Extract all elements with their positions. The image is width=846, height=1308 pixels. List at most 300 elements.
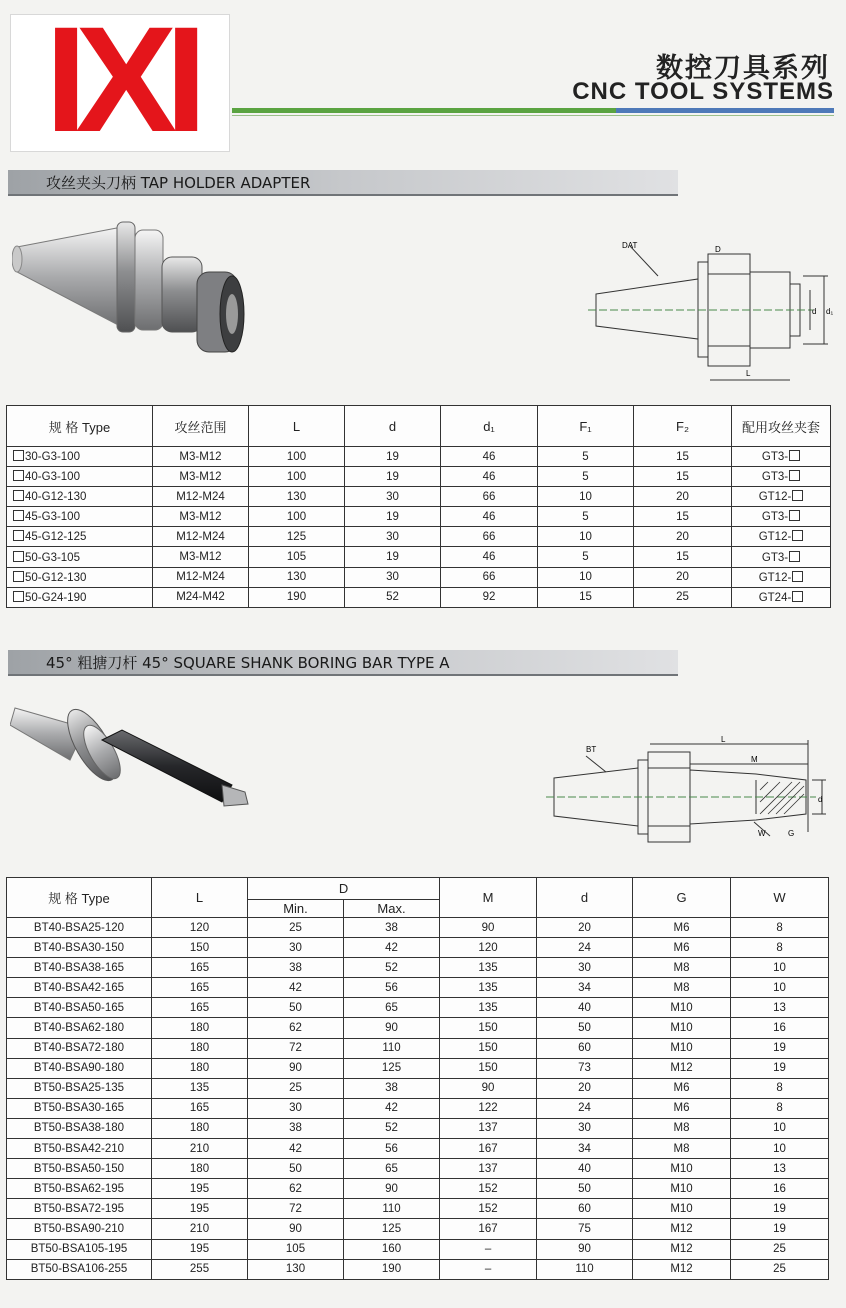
- value-cell: 167: [440, 1219, 537, 1239]
- value-cell: 137: [440, 1118, 537, 1138]
- value-cell: 10: [731, 1139, 829, 1159]
- cell-text: 66: [482, 490, 496, 503]
- type-cell: BT40-BSA30-150: [7, 938, 152, 958]
- label-G: G: [788, 829, 795, 838]
- value-cell: [441, 567, 538, 587]
- value-cell: 165: [152, 1098, 248, 1118]
- cell-text: 92: [482, 591, 496, 604]
- section-header-boring-bar: [8, 650, 678, 676]
- size-checkbox-icon: [792, 490, 803, 501]
- cell-text: GT24-: [758, 591, 792, 604]
- value-cell: [153, 467, 249, 487]
- brand-logo: [10, 0, 230, 163]
- value-cell: 25: [248, 918, 344, 938]
- value-cell: [441, 447, 538, 467]
- table-row: [7, 487, 831, 507]
- value-cell: 50: [537, 1179, 633, 1199]
- table-row: [7, 547, 831, 567]
- value-cell: 90: [440, 918, 537, 938]
- type-cell: [7, 547, 153, 567]
- value-cell: 180: [152, 1038, 248, 1058]
- value-cell: [634, 487, 732, 507]
- value-cell: [345, 567, 441, 587]
- value-cell: 25: [731, 1259, 829, 1279]
- value-cell: [634, 507, 732, 527]
- value-cell: [153, 587, 249, 607]
- cell-text: 15: [676, 470, 689, 483]
- type-cell: [7, 447, 153, 467]
- col-type: 规 格 Type: [7, 878, 152, 918]
- value-cell: [345, 487, 441, 507]
- table-row: [7, 1239, 829, 1259]
- value-cell: 40: [537, 998, 633, 1018]
- taper-checkbox-icon: [13, 530, 24, 541]
- table-row: [7, 447, 831, 467]
- cell-text: 10: [579, 571, 592, 584]
- value-cell: [538, 487, 634, 507]
- value-cell: 16: [731, 1179, 829, 1199]
- label-L: L: [721, 735, 726, 744]
- value-cell: [634, 467, 732, 487]
- value-cell: M10: [633, 1159, 731, 1179]
- value-cell: 62: [248, 1179, 344, 1199]
- taper-checkbox-icon: [13, 591, 24, 602]
- value-cell: M6: [633, 1098, 731, 1118]
- cell-text: M12-M24: [176, 530, 225, 543]
- value-cell: 135: [152, 1078, 248, 1098]
- taper-checkbox-icon: [13, 490, 24, 501]
- cell-text: M3-M12: [179, 551, 222, 564]
- value-cell: 72: [248, 1038, 344, 1058]
- cell-text: 45-G3-100: [25, 511, 80, 524]
- type-cell: [7, 507, 153, 527]
- value-cell: 122: [440, 1098, 537, 1118]
- value-cell: 120: [152, 918, 248, 938]
- value-cell: 34: [537, 978, 633, 998]
- value-cell: 90: [344, 1179, 440, 1199]
- value-cell: [345, 587, 441, 607]
- value-cell: [249, 547, 345, 567]
- value-cell: 195: [152, 1239, 248, 1259]
- cell-text: GT3-: [761, 471, 789, 484]
- section-title: 攻丝夹头刀柄 TAP HOLDER ADAPTER: [46, 174, 311, 192]
- value-cell: M6: [633, 1078, 731, 1098]
- value-cell: M6: [633, 918, 731, 938]
- value-cell: [441, 587, 538, 607]
- col-M: M: [440, 878, 537, 918]
- value-cell: M12: [633, 1058, 731, 1078]
- value-cell: [249, 587, 345, 607]
- table-row: [7, 918, 829, 938]
- value-cell: [732, 547, 831, 567]
- value-cell: 105: [248, 1239, 344, 1259]
- value-cell: 56: [344, 1139, 440, 1159]
- value-cell: 180: [152, 1018, 248, 1038]
- table-row: [7, 507, 831, 527]
- value-cell: 165: [152, 978, 248, 998]
- value-cell: [153, 527, 249, 547]
- value-cell: M8: [633, 958, 731, 978]
- label-M: M: [751, 755, 758, 764]
- value-cell: 110: [537, 1259, 633, 1279]
- value-cell: [441, 487, 538, 507]
- value-cell: 10: [731, 958, 829, 978]
- value-cell: 180: [152, 1118, 248, 1138]
- col-F1: F₁: [538, 406, 634, 447]
- taper-checkbox-icon: [13, 551, 24, 562]
- tap-holder-photo: [12, 212, 252, 372]
- cell-text: 20: [676, 530, 689, 543]
- value-cell: 38: [344, 1078, 440, 1098]
- value-cell: [249, 527, 345, 547]
- value-cell: 20: [537, 918, 633, 938]
- value-cell: M12: [633, 1239, 731, 1259]
- type-cell: [7, 467, 153, 487]
- type-cell: BT50-BSA38-180: [7, 1118, 152, 1138]
- table-row: [7, 938, 829, 958]
- value-cell: 195: [152, 1179, 248, 1199]
- cell-text: 50-G3-105: [25, 551, 80, 564]
- col-d: d: [537, 878, 633, 918]
- type-cell: BT40-BSA25-120: [7, 918, 152, 938]
- value-cell: 255: [152, 1259, 248, 1279]
- value-cell: [441, 507, 538, 527]
- value-cell: [345, 527, 441, 547]
- value-cell: 52: [344, 958, 440, 978]
- value-cell: 137: [440, 1159, 537, 1179]
- cell-text: 19: [386, 470, 399, 483]
- value-cell: 8: [731, 918, 829, 938]
- type-cell: BT40-BSA42-165: [7, 978, 152, 998]
- cell-text: M12-M24: [176, 571, 225, 584]
- cell-text: 100: [286, 450, 307, 463]
- value-cell: [249, 507, 345, 527]
- type-cell: BT50-BSA105-195: [7, 1239, 152, 1259]
- label-d: d: [812, 307, 817, 316]
- value-cell: 8: [731, 1078, 829, 1098]
- value-cell: M8: [633, 978, 731, 998]
- table-row: [7, 587, 831, 607]
- cell-text: M12-M24: [176, 490, 225, 503]
- value-cell: 42: [248, 1139, 344, 1159]
- value-cell: 19: [731, 1219, 829, 1239]
- col-type: 规 格 Type: [7, 406, 153, 447]
- cell-text: 100: [286, 510, 307, 523]
- size-checkbox-icon: [789, 470, 800, 481]
- value-cell: 24: [537, 938, 633, 958]
- table-row: [7, 467, 831, 487]
- type-cell: BT50-BSA90-210: [7, 1219, 152, 1239]
- size-checkbox-icon: [789, 450, 800, 461]
- value-cell: [732, 487, 831, 507]
- value-cell: –: [440, 1239, 537, 1259]
- cell-text: 19: [386, 510, 399, 523]
- value-cell: 165: [152, 958, 248, 978]
- header-rule-thin: [232, 115, 834, 116]
- value-cell: [732, 467, 831, 487]
- value-cell: 10: [731, 978, 829, 998]
- cell-text: GT3-: [761, 451, 789, 464]
- cell-text: 130: [286, 490, 307, 503]
- value-cell: –: [440, 1259, 537, 1279]
- value-cell: 24: [537, 1098, 633, 1118]
- value-cell: 38: [248, 1118, 344, 1138]
- tap-holder-drawing: [588, 234, 838, 384]
- cell-text: 50-G12-130: [25, 571, 87, 584]
- taper-checkbox-icon: [13, 450, 24, 461]
- value-cell: [732, 527, 831, 547]
- value-cell: M6: [633, 938, 731, 958]
- taper-checkbox-icon: [13, 510, 24, 521]
- value-cell: [249, 467, 345, 487]
- type-cell: BT40-BSA38-165: [7, 958, 152, 978]
- table-row: [7, 1098, 829, 1118]
- value-cell: 13: [731, 1159, 829, 1179]
- cell-text: 5: [582, 470, 589, 483]
- value-cell: 30: [537, 958, 633, 978]
- table-row: [7, 1139, 829, 1159]
- col-d: d: [345, 406, 441, 447]
- value-cell: 150: [440, 1058, 537, 1078]
- value-cell: 135: [440, 998, 537, 1018]
- value-cell: 60: [537, 1038, 633, 1058]
- type-cell: BT50-BSA106-255: [7, 1259, 152, 1279]
- cell-text: 5: [582, 450, 589, 463]
- col-collet: 配用攻丝夹套: [732, 406, 831, 447]
- value-cell: [634, 587, 732, 607]
- value-cell: M12: [633, 1219, 731, 1239]
- value-cell: 20: [537, 1078, 633, 1098]
- table-row: [7, 1038, 829, 1058]
- value-cell: 152: [440, 1199, 537, 1219]
- cell-text: GT3-: [761, 551, 789, 564]
- value-cell: [441, 527, 538, 547]
- value-cell: 150: [440, 1018, 537, 1038]
- value-cell: 52: [344, 1118, 440, 1138]
- value-cell: 25: [731, 1239, 829, 1259]
- value-cell: [441, 467, 538, 487]
- type-cell: BT50-BSA25-135: [7, 1078, 152, 1098]
- header-rule-green: [232, 108, 616, 113]
- value-cell: 72: [248, 1199, 344, 1219]
- label-bt: BT: [586, 745, 597, 754]
- cell-text: 46: [482, 450, 496, 463]
- value-cell: [249, 487, 345, 507]
- table-row: [7, 1058, 829, 1078]
- table-row: [7, 1159, 829, 1179]
- col-D-min: Min.: [248, 900, 344, 918]
- value-cell: M8: [633, 1139, 731, 1159]
- value-cell: 50: [537, 1018, 633, 1038]
- value-cell: 19: [731, 1058, 829, 1078]
- value-cell: 56: [344, 978, 440, 998]
- section-title: 45° 粗搪刀杆 45° SQUARE SHANK BORING BAR TYPE A: [46, 654, 450, 672]
- value-cell: [634, 447, 732, 467]
- value-cell: 152: [440, 1179, 537, 1199]
- value-cell: [249, 447, 345, 467]
- value-cell: 90: [248, 1058, 344, 1078]
- cell-text: 19: [386, 450, 399, 463]
- value-cell: 30: [248, 1098, 344, 1118]
- value-cell: 180: [152, 1058, 248, 1078]
- value-cell: 34: [537, 1139, 633, 1159]
- col-D-max: Max.: [344, 900, 440, 918]
- cell-text: 5: [582, 551, 589, 564]
- value-cell: 165: [152, 998, 248, 1018]
- value-cell: M10: [633, 1199, 731, 1219]
- col-D: D: [248, 878, 440, 900]
- value-cell: 90: [248, 1219, 344, 1239]
- table-row: [7, 978, 829, 998]
- value-cell: 38: [344, 918, 440, 938]
- cell-text: 15: [676, 450, 689, 463]
- size-checkbox-icon: [792, 571, 803, 582]
- value-cell: M10: [633, 998, 731, 1018]
- label-L: L: [746, 369, 751, 378]
- table-row: [7, 1219, 829, 1239]
- value-cell: 110: [344, 1038, 440, 1058]
- table-row: [7, 1018, 829, 1038]
- value-cell: 90: [344, 1018, 440, 1038]
- value-cell: [345, 547, 441, 567]
- cell-text: 10: [579, 530, 592, 543]
- value-cell: [249, 567, 345, 587]
- value-cell: 135: [440, 958, 537, 978]
- col-L: L: [152, 878, 248, 918]
- col-L: L: [249, 406, 345, 447]
- cell-text: M3-M12: [179, 510, 222, 523]
- cell-text: 50-G24-190: [25, 591, 87, 604]
- table-row: [7, 1118, 829, 1138]
- value-cell: 50: [248, 998, 344, 1018]
- type-cell: BT50-BSA30-165: [7, 1098, 152, 1118]
- boring-bar-photo: [10, 700, 260, 830]
- value-cell: [538, 587, 634, 607]
- table-row: [7, 527, 831, 547]
- value-cell: 38: [248, 958, 344, 978]
- table-row: [7, 958, 829, 978]
- cell-text: 5: [582, 510, 589, 523]
- value-cell: 110: [344, 1199, 440, 1219]
- value-cell: [153, 487, 249, 507]
- cell-text: M3-M12: [179, 470, 222, 483]
- size-checkbox-icon: [789, 551, 800, 562]
- value-cell: [153, 547, 249, 567]
- cell-text: 15: [676, 510, 689, 523]
- cell-text: 105: [286, 551, 307, 564]
- cell-text: 100: [286, 470, 307, 483]
- value-cell: M12: [633, 1259, 731, 1279]
- value-cell: 210: [152, 1219, 248, 1239]
- value-cell: 125: [344, 1058, 440, 1078]
- value-cell: 150: [152, 938, 248, 958]
- cell-text: 125: [286, 530, 307, 543]
- value-cell: 19: [731, 1038, 829, 1058]
- col-d1: d₁: [441, 406, 538, 447]
- taper-checkbox-icon: [13, 571, 24, 582]
- cell-text: 130: [286, 571, 307, 584]
- size-checkbox-icon: [792, 530, 803, 541]
- table-row: [7, 1078, 829, 1098]
- label-D: D: [715, 245, 721, 254]
- value-cell: 10: [731, 1118, 829, 1138]
- value-cell: 40: [537, 1159, 633, 1179]
- value-cell: 120: [440, 938, 537, 958]
- col-G: G: [633, 878, 731, 918]
- type-cell: BT50-BSA50-150: [7, 1159, 152, 1179]
- value-cell: [634, 547, 732, 567]
- table-row: [7, 1199, 829, 1219]
- logo-text: IXI: [44, 0, 196, 163]
- cell-text: 30: [386, 530, 399, 543]
- cell-text: 40-G12-130: [25, 491, 87, 504]
- cell-text: 46: [482, 551, 496, 564]
- value-cell: 13: [731, 998, 829, 1018]
- value-cell: 195: [152, 1199, 248, 1219]
- value-cell: 125: [344, 1219, 440, 1239]
- cell-text: 46: [482, 470, 496, 483]
- value-cell: [538, 467, 634, 487]
- value-cell: 210: [152, 1139, 248, 1159]
- value-cell: [538, 447, 634, 467]
- value-cell: [634, 527, 732, 547]
- value-cell: 16: [731, 1018, 829, 1038]
- label-d1: d₁: [826, 307, 834, 316]
- value-cell: 8: [731, 1098, 829, 1118]
- cell-text: M3-M12: [179, 450, 222, 463]
- type-cell: [7, 567, 153, 587]
- value-cell: M10: [633, 1038, 731, 1058]
- value-cell: M10: [633, 1018, 731, 1038]
- value-cell: [538, 547, 634, 567]
- value-cell: 130: [248, 1259, 344, 1279]
- cell-text: 52: [386, 591, 399, 604]
- cell-text: 15: [579, 591, 592, 604]
- value-cell: [153, 447, 249, 467]
- cell-text: 25: [676, 591, 689, 604]
- type-cell: BT40-BSA90-180: [7, 1058, 152, 1078]
- value-cell: [345, 447, 441, 467]
- value-cell: 25: [248, 1078, 344, 1098]
- header-rule-blue: [616, 108, 834, 113]
- type-cell: BT40-BSA72-180: [7, 1038, 152, 1058]
- value-cell: [732, 447, 831, 467]
- taper-checkbox-icon: [13, 470, 24, 481]
- value-cell: 90: [537, 1239, 633, 1259]
- cell-text: 10: [579, 490, 592, 503]
- type-cell: [7, 527, 153, 547]
- value-cell: [634, 567, 732, 587]
- value-cell: [538, 527, 634, 547]
- value-cell: 73: [537, 1058, 633, 1078]
- value-cell: [153, 567, 249, 587]
- value-cell: [441, 547, 538, 567]
- value-cell: [345, 507, 441, 527]
- value-cell: [153, 507, 249, 527]
- value-cell: 42: [344, 1098, 440, 1118]
- value-cell: 8: [731, 938, 829, 958]
- value-cell: 42: [248, 978, 344, 998]
- type-cell: BT50-BSA62-195: [7, 1179, 152, 1199]
- table-row: [7, 567, 831, 587]
- cell-text: 15: [676, 551, 689, 564]
- type-cell: BT40-BSA50-165: [7, 998, 152, 1018]
- value-cell: 50: [248, 1159, 344, 1179]
- value-cell: [732, 587, 831, 607]
- cell-text: GT12-: [758, 531, 792, 544]
- value-cell: 42: [344, 938, 440, 958]
- label-W: W: [758, 829, 766, 838]
